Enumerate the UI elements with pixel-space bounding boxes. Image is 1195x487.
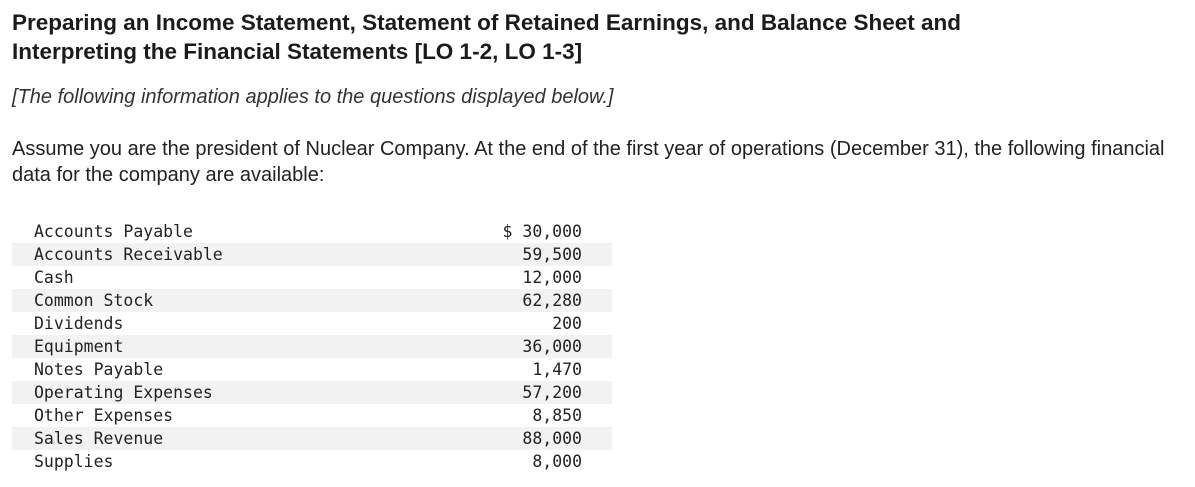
problem-title [12, 8, 1182, 66]
table-row [12, 243, 612, 266]
account-amount: $ 30,000 [502, 222, 582, 241]
account-label: Dividends [34, 314, 124, 333]
account-label: Cash [34, 268, 74, 287]
table-row [12, 427, 612, 450]
account-amount: 62,280 [414, 289, 612, 312]
table-row [12, 289, 612, 312]
problem-page [12, 8, 1182, 471]
table-row [12, 312, 612, 335]
financial-data-table [12, 220, 612, 473]
account-label: Equipment [12, 335, 414, 358]
account-label: Notes Payable [34, 360, 164, 379]
table-row [12, 381, 612, 404]
table-row [12, 358, 612, 381]
title-line-1: Preparing an Income Statement, Statement of Retained Earnings, and Balance Sheet and [12, 10, 961, 35]
account-amount: 1,470 [532, 360, 582, 379]
account-amount: 200 [552, 314, 582, 333]
account-amount: 12,000 [522, 268, 582, 287]
table-row [12, 220, 612, 243]
table-row [12, 450, 612, 473]
account-amount: 57,200 [414, 381, 612, 404]
account-label: Common Stock [12, 289, 414, 312]
account-label: Supplies [34, 452, 114, 471]
table-row [12, 404, 612, 427]
account-label: Accounts Payable [34, 222, 193, 241]
account-amount: 8,850 [532, 406, 582, 425]
account-label: Sales Revenue [12, 427, 414, 450]
account-amount: 59,500 [414, 243, 612, 266]
title-line-2: Interpreting the Financial Statements [LO 1-2, LO 1-3] [12, 39, 583, 64]
account-label: Operating Expenses [12, 381, 414, 404]
problem-description: Assume you are the president of Nuclear Company. At the end of the first year of operations (December 31), the following financial data for the company are available: [12, 138, 1165, 186]
account-amount: 36,000 [414, 335, 612, 358]
account-label: Other Expenses [34, 406, 174, 425]
intro-note: [The following information applies to the questions displayed below.] [12, 86, 614, 108]
account-amount: 8,000 [532, 452, 582, 471]
account-label: Accounts Receivable [12, 243, 414, 266]
table-row [12, 266, 612, 289]
table-row [12, 335, 612, 358]
account-amount: 88,000 [414, 427, 612, 450]
